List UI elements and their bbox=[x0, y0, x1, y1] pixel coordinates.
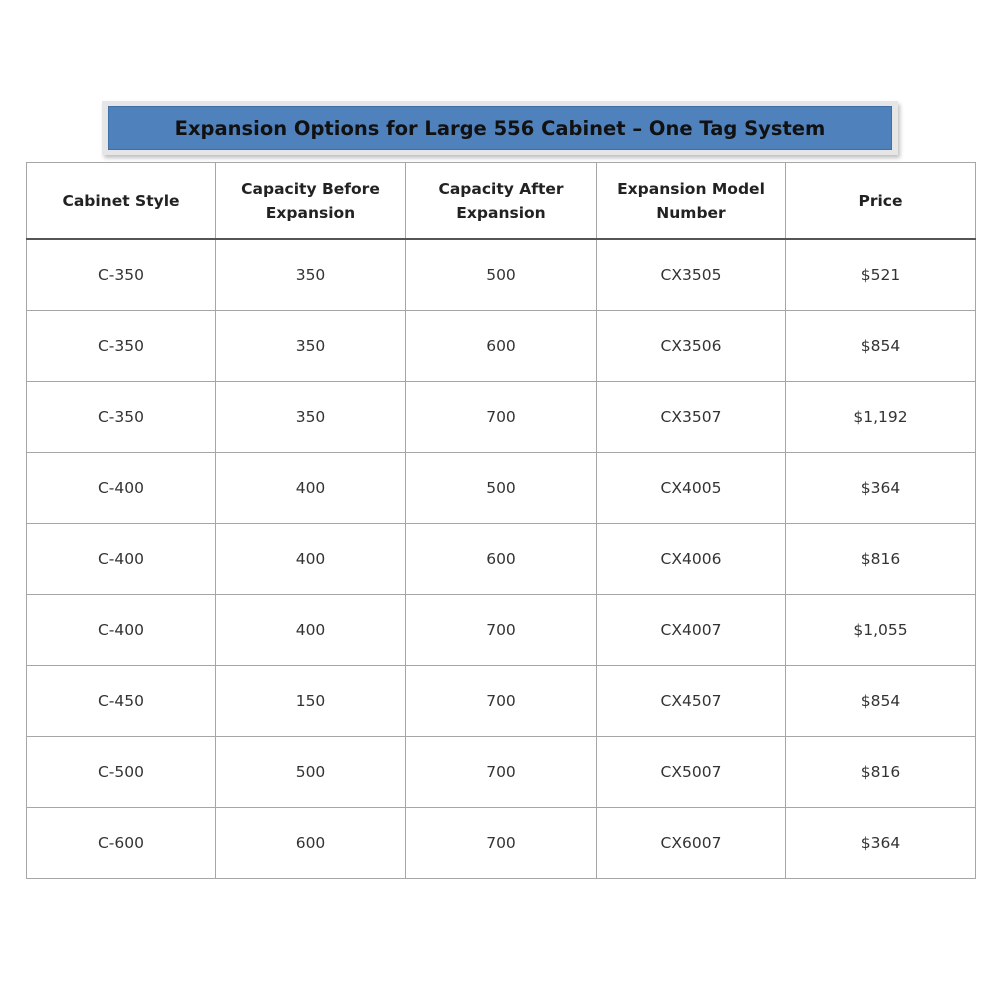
cell-cabinet-style: C-350 bbox=[27, 382, 216, 453]
cell-model-number: CX3506 bbox=[597, 311, 786, 382]
cell-cabinet-style: C-600 bbox=[27, 808, 216, 879]
cell-cabinet-style: C-400 bbox=[27, 453, 216, 524]
cell-cabinet-style: C-400 bbox=[27, 524, 216, 595]
cell-model-number: CX4007 bbox=[597, 595, 786, 666]
cell-capacity-before: 350 bbox=[216, 311, 406, 382]
cell-model-number: CX3505 bbox=[597, 239, 786, 311]
header-capacity-after: Capacity After Expansion bbox=[406, 163, 597, 240]
cell-capacity-after: 500 bbox=[406, 453, 597, 524]
cell-capacity-after: 600 bbox=[406, 524, 597, 595]
cell-cabinet-style: C-350 bbox=[27, 239, 216, 311]
cell-capacity-after: 500 bbox=[406, 239, 597, 311]
cell-cabinet-style: C-400 bbox=[27, 595, 216, 666]
cell-model-number: CX3507 bbox=[597, 382, 786, 453]
cell-price: $364 bbox=[786, 453, 976, 524]
cell-capacity-after: 700 bbox=[406, 666, 597, 737]
page-title: Expansion Options for Large 556 Cabinet – One Tag System bbox=[174, 116, 826, 140]
cell-cabinet-style: C-450 bbox=[27, 666, 216, 737]
cell-capacity-before: 600 bbox=[216, 808, 406, 879]
table-row bbox=[27, 524, 976, 595]
cell-price: $1,192 bbox=[786, 382, 976, 453]
cell-capacity-before: 150 bbox=[216, 666, 406, 737]
title-banner bbox=[102, 101, 898, 155]
table-row bbox=[27, 453, 976, 524]
cell-cabinet-style: C-500 bbox=[27, 737, 216, 808]
title-bar bbox=[108, 106, 892, 150]
cell-model-number: CX5007 bbox=[597, 737, 786, 808]
cell-cabinet-style: C-350 bbox=[27, 311, 216, 382]
cell-price: $816 bbox=[786, 524, 976, 595]
table-row bbox=[27, 382, 976, 453]
table-row bbox=[27, 595, 976, 666]
cell-model-number: CX4005 bbox=[597, 453, 786, 524]
cell-model-number: CX6007 bbox=[597, 808, 786, 879]
cell-capacity-before: 500 bbox=[216, 737, 406, 808]
cell-model-number: CX4006 bbox=[597, 524, 786, 595]
cell-capacity-before: 350 bbox=[216, 382, 406, 453]
cell-price: $364 bbox=[786, 808, 976, 879]
cell-capacity-before: 350 bbox=[216, 239, 406, 311]
table-row bbox=[27, 311, 976, 382]
table-row bbox=[27, 808, 976, 879]
header-price: Price bbox=[786, 163, 976, 240]
table-row bbox=[27, 666, 976, 737]
table-row bbox=[27, 737, 976, 808]
cell-price: $1,055 bbox=[786, 595, 976, 666]
cell-model-number: CX4507 bbox=[597, 666, 786, 737]
header-model-number: Expansion Model Number bbox=[597, 163, 786, 240]
cell-capacity-before: 400 bbox=[216, 524, 406, 595]
cell-capacity-before: 400 bbox=[216, 453, 406, 524]
cell-price: $854 bbox=[786, 666, 976, 737]
cell-capacity-after: 700 bbox=[406, 595, 597, 666]
cell-price: $816 bbox=[786, 737, 976, 808]
cell-capacity-after: 600 bbox=[406, 311, 597, 382]
cell-price: $854 bbox=[786, 311, 976, 382]
table-row bbox=[27, 239, 976, 311]
cell-price: $521 bbox=[786, 239, 976, 311]
cell-capacity-after: 700 bbox=[406, 382, 597, 453]
header-cabinet-style: Cabinet Style bbox=[27, 163, 216, 240]
cell-capacity-before: 400 bbox=[216, 595, 406, 666]
expansion-options-table bbox=[26, 162, 976, 879]
cell-capacity-after: 700 bbox=[406, 808, 597, 879]
cell-capacity-after: 700 bbox=[406, 737, 597, 808]
table-header-row bbox=[27, 163, 976, 240]
header-capacity-before: Capacity Before Expansion bbox=[216, 163, 406, 240]
